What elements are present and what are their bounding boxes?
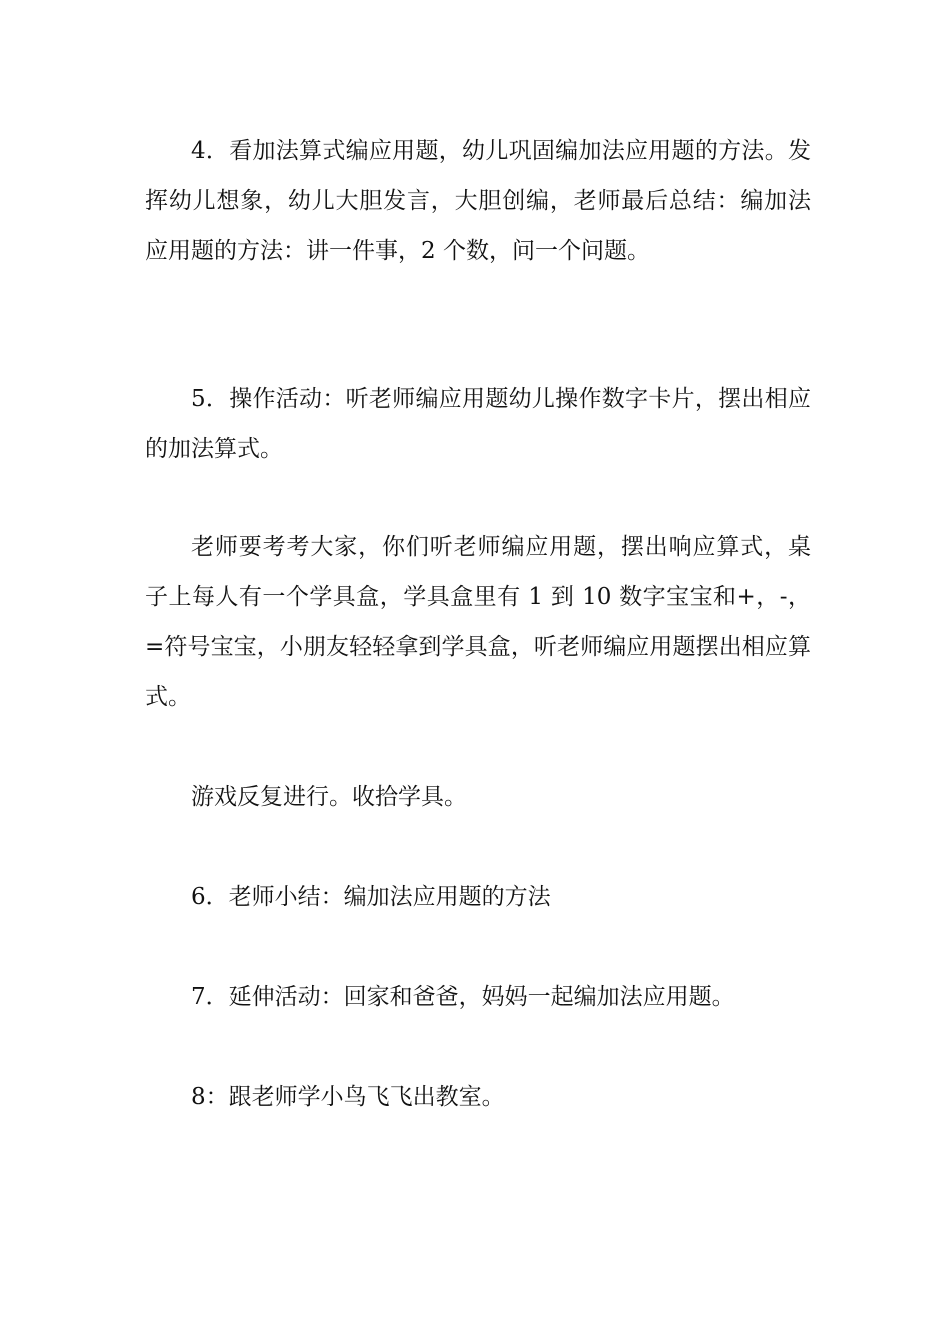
- paragraph-game-repeat: 游戏反复进行。收拾学具。: [191, 784, 467, 810]
- paragraph-step-6: 6．老师小结：编加法应用题的方法: [191, 884, 551, 910]
- paragraph-step-5: 5．操作活动：听老师编应用题幼儿操作数字卡片，摆出相应的加法算式。: [145, 386, 811, 462]
- paragraph-step-8: 8：跟老师学小鸟飞飞出教室。: [191, 1084, 505, 1110]
- paragraph-teacher-instructions: 老师要考考大家，你们听老师编应用题，摆出响应算式，桌子上每人有一个学具盒，学具盒里有 1 到 10 数字宝宝和+，-，=符号宝宝，小朋友轻轻拿到学具盒，听老师编应用题摆出相应算式。: [145, 534, 811, 710]
- paragraph-step-7: 7．延伸活动：回家和爸爸，妈妈一起编加法应用题。: [191, 984, 735, 1010]
- paragraph-step-4: 4．看加法算式编应用题，幼儿巩固编加法应用题的方法。发挥幼儿想象，幼儿大胆发言，大胆创编，老师最后总结：编加法应用题的方法：讲一件事，2 个数，问一个问题。: [145, 138, 811, 264]
